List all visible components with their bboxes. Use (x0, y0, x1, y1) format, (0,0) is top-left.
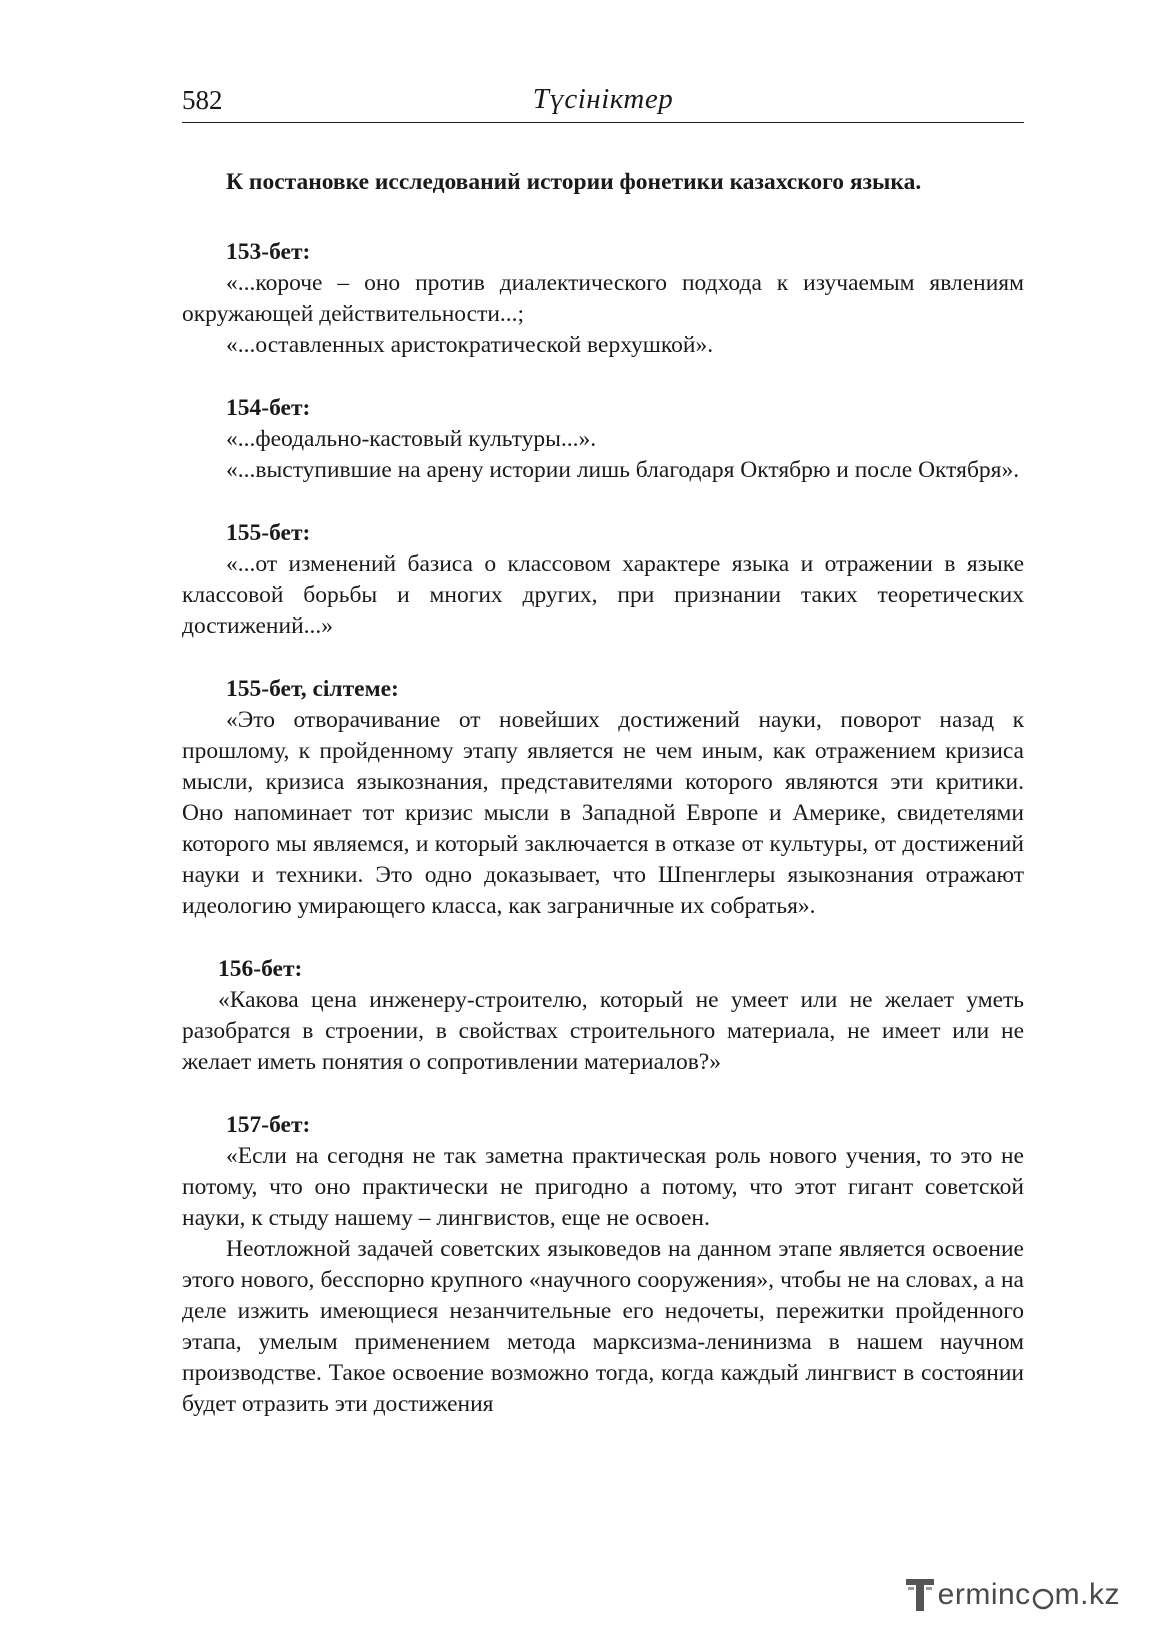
section-label: 154-бет: (226, 395, 311, 421)
paragraph: «...выступившие на арену истории лишь благодаря Октябрю и после Октября». (226, 457, 1020, 483)
paragraph: «Это отворачивание от новейших достижений науки, поворот назад к прошлому, к пройденному этапу является не чем иным, как отражением кризиса мысли, кризиса языкознания, представителями которого являются эти критики. Оно напоминает тот кризис мысли в Западной Европе и Америке, свидетелями которого мы являемся, и который заключается в отказе от культуры, от достижений науки и техники. Это одно доказывает, что Шпенглеры языкознания отражают идеологию умирающего класса, как заграничные их собратья». (182, 707, 1024, 919)
section-154 (182, 393, 1024, 486)
paragraph: «...от изменений базиса о классовом характере языка и отражении в языке классовой борьбы и многих других, при признании таких теоретических достижений...» (182, 551, 1024, 639)
paragraph: «Если на сегодня не так заметна практическая роль нового учения, то это не потому, что оно практически не пригодно а потому, что этот гигант советской науки, к стыду нашему – лингвистов, еще не освоен. (182, 1143, 1024, 1231)
running-title: Түсініктер (532, 83, 674, 115)
page-header (182, 82, 1024, 123)
section-155 (182, 518, 1024, 642)
watermark-text-start: ermin (937, 1578, 1016, 1611)
section-156 (182, 954, 1024, 1078)
page-number: 582 (182, 85, 223, 115)
section-label: 157-бет: (226, 1112, 311, 1138)
section-label: 155-бет, сілтеме: (226, 676, 399, 702)
watermark-text-mid: c (1015, 1578, 1031, 1611)
document-title: К постановке исследований истории фонетики казахского языка. (226, 169, 922, 195)
paragraph: «...короче – оно против диалектического подхода к изучаемым явлениям окружающей действительности...; (182, 270, 1024, 327)
section-157 (182, 1110, 1024, 1420)
paragraph: «Какова цена инженеру-строителю, который не умеет или не желает уметь разобратся в строении, в свойствах строительного материала, не имеет или не желает иметь понятия о сопротивлении материалов?» (182, 987, 1024, 1075)
termincom-logo-icon (904, 1575, 936, 1615)
termincom-watermark (904, 1575, 1120, 1615)
paragraph: «...феодально-кастовый культуры...». (226, 426, 597, 452)
section-153 (182, 237, 1024, 361)
section-155-footnote (182, 674, 1024, 922)
globe-icon (1032, 1584, 1054, 1606)
section-label: 153-бет: (226, 239, 311, 265)
paragraph: «...оставленных аристократической верхушкой». (226, 332, 714, 358)
watermark-text-end: m.kz (1054, 1578, 1120, 1611)
paragraph: Неотложной задачей советских языковедов на данном этапе является освоение этого нового, бесспорно крупного «научного сооружения», чтобы не на словах, а на деле изжить имеющиеся незанчительные его недочеты, пережитки пройденного этапа, умелым применением метода марксизма-ленинизма в нашем научном производстве. Такое освоение возможно тогда, когда каждый лингвист в состоянии будет отразить эти достижения (182, 1236, 1024, 1417)
document-page (182, 82, 1024, 1420)
section-label: 156-бет: (218, 956, 303, 982)
section-label: 155-бет: (226, 520, 311, 546)
